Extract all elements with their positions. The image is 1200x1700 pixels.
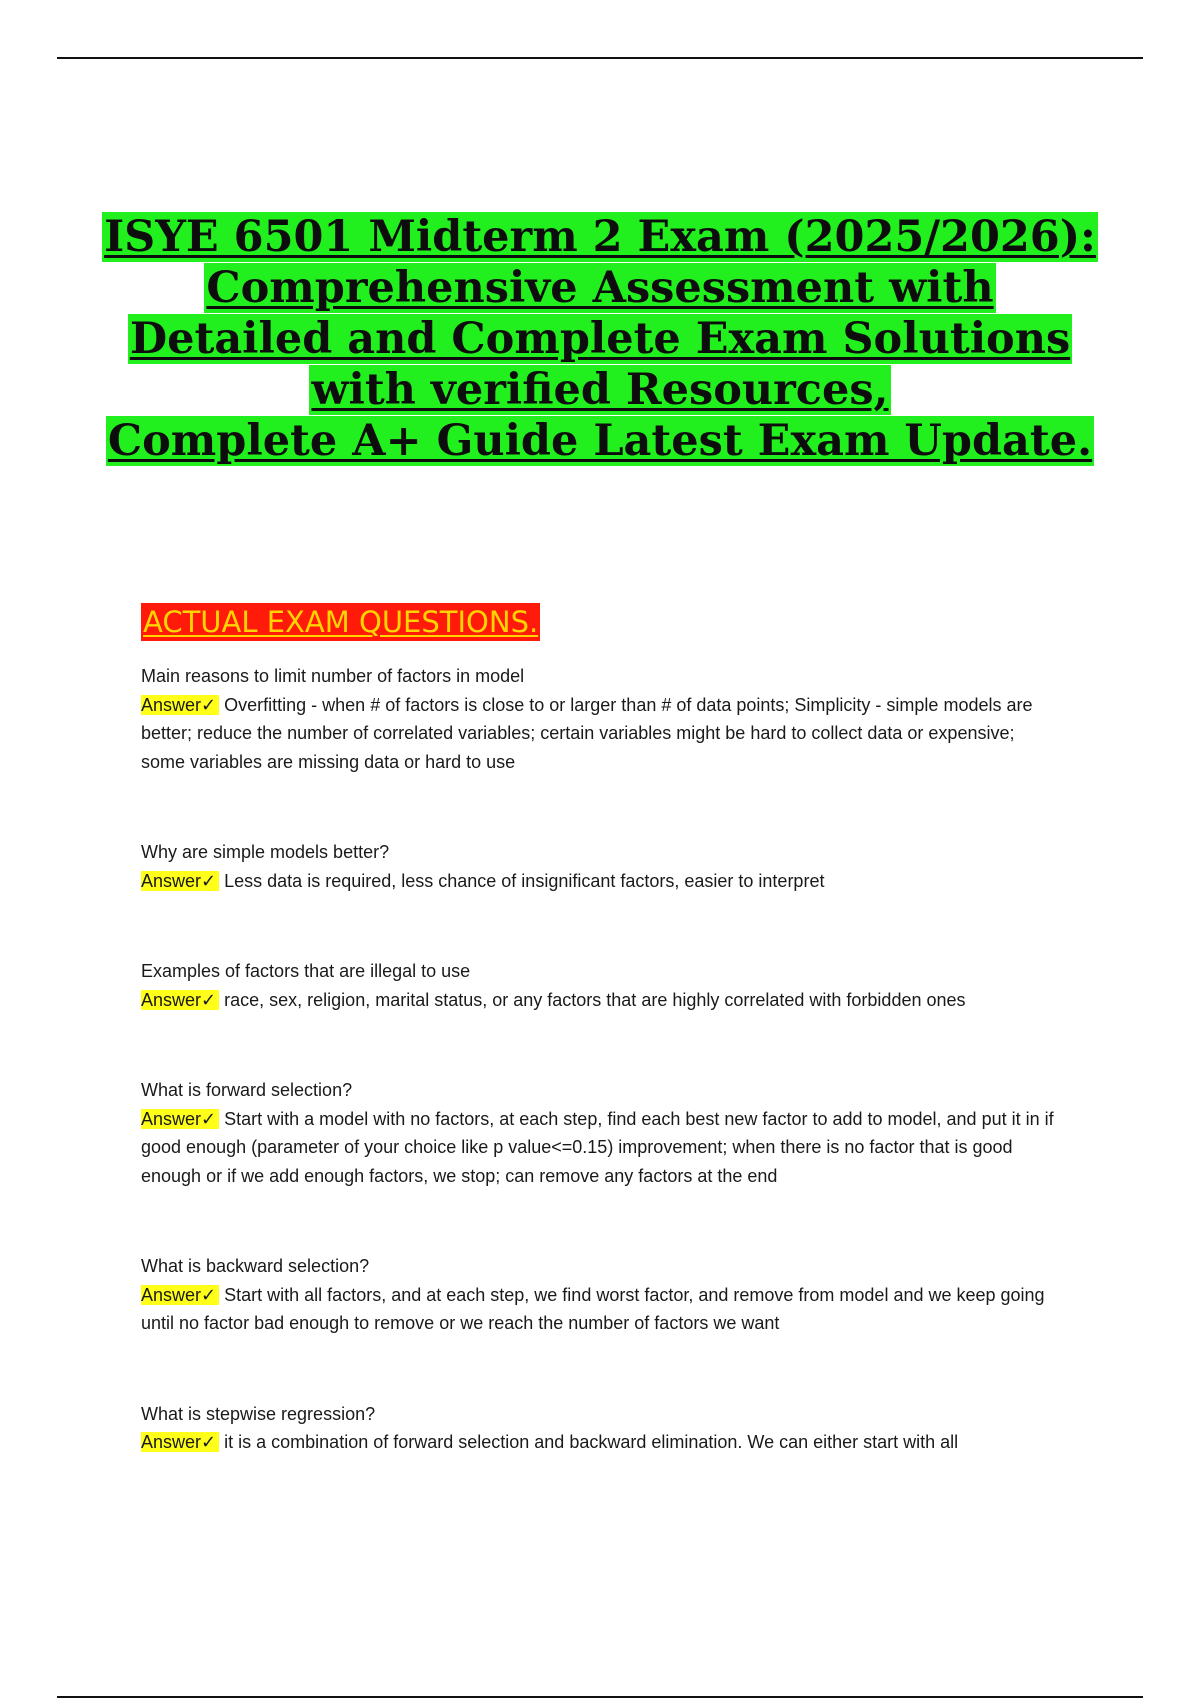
title-line: ISYE 6501 Midterm 2 Exam (2025/2026): <box>104 212 1096 262</box>
question-text: What is forward selection? <box>141 1080 353 1100</box>
section-heading: ACTUAL EXAM QUESTIONS. <box>143 605 539 639</box>
top-rule <box>57 57 1143 59</box>
answer-label: Answer✓ <box>141 871 219 891</box>
answer-text: Less data is required, less chance of insignificant factors, easier to interpret <box>224 870 825 891</box>
question-text: What is backward selection? <box>141 1256 370 1276</box>
check-icon: ✓ <box>201 1432 217 1452</box>
answer-label: Answer✓ <box>141 695 219 715</box>
document-title <box>60 212 1140 467</box>
answer-text: Start with all factors, and at each step, we find worst factor, and remove from model and we keep going until no factor bad enough to remove or we reach the number of factors we want <box>141 1284 1045 1333</box>
check-icon: ✓ <box>201 870 217 891</box>
title-line: Comprehensive Assessment with <box>206 263 994 313</box>
qa-item <box>141 1076 1061 1190</box>
title-line: Detailed and Complete Exam Solutions <box>129 314 1071 364</box>
answer-label: Answer✓ <box>141 1285 219 1305</box>
title-line: Complete A+ Guide Latest Exam Update. <box>107 416 1093 466</box>
question-text: Examples of factors that are illegal to use <box>141 961 471 981</box>
check-icon: ✓ <box>201 1108 217 1129</box>
check-icon: ✓ <box>201 989 217 1010</box>
check-icon: ✓ <box>201 1284 217 1305</box>
answer-text: race, sex, religion, marital status, or any factors that are highly correlated with forbidden ones <box>224 989 966 1010</box>
qa-item <box>141 957 1061 1014</box>
check-icon: ✓ <box>201 694 217 715</box>
qa-item <box>141 838 1061 895</box>
qa-item <box>141 1252 1061 1338</box>
answer-text: Start with a model with no factors, at each step, find each best new factor to add to model, and put it in if good enough (parameter of your choice like p value<=0.15) improvement; when there is no factor that is good enough or if we add enough factors, we stop; can remove any factors at the end <box>141 1108 1054 1186</box>
qa-list <box>141 662 1061 1457</box>
qa-item <box>141 662 1061 776</box>
answer-text: Overfitting - when # of factors is close to or larger than # of data points; Simplicity - simple models are better; reduce the number of correlated variables; certain variables might be hard to collect data or expensive; some variables are missing data or hard to use <box>141 694 1033 772</box>
title-line: with verified Resources, <box>311 365 889 415</box>
question-text: What is stepwise regression? <box>141 1403 376 1424</box>
bottom-rule <box>57 1696 1143 1698</box>
answer-text: it is a combination of forward selection and backward elimination. We can either start with all <box>224 1432 959 1452</box>
answer-label: Answer✓ <box>141 990 219 1010</box>
qa-item <box>141 1400 1061 1457</box>
question-text: Main reasons to limit number of factors in model <box>141 666 525 686</box>
answer-label: Answer✓ <box>141 1109 219 1129</box>
question-text: Why are simple models better? <box>141 842 390 862</box>
answer-label: Answer✓ <box>141 1432 219 1452</box>
